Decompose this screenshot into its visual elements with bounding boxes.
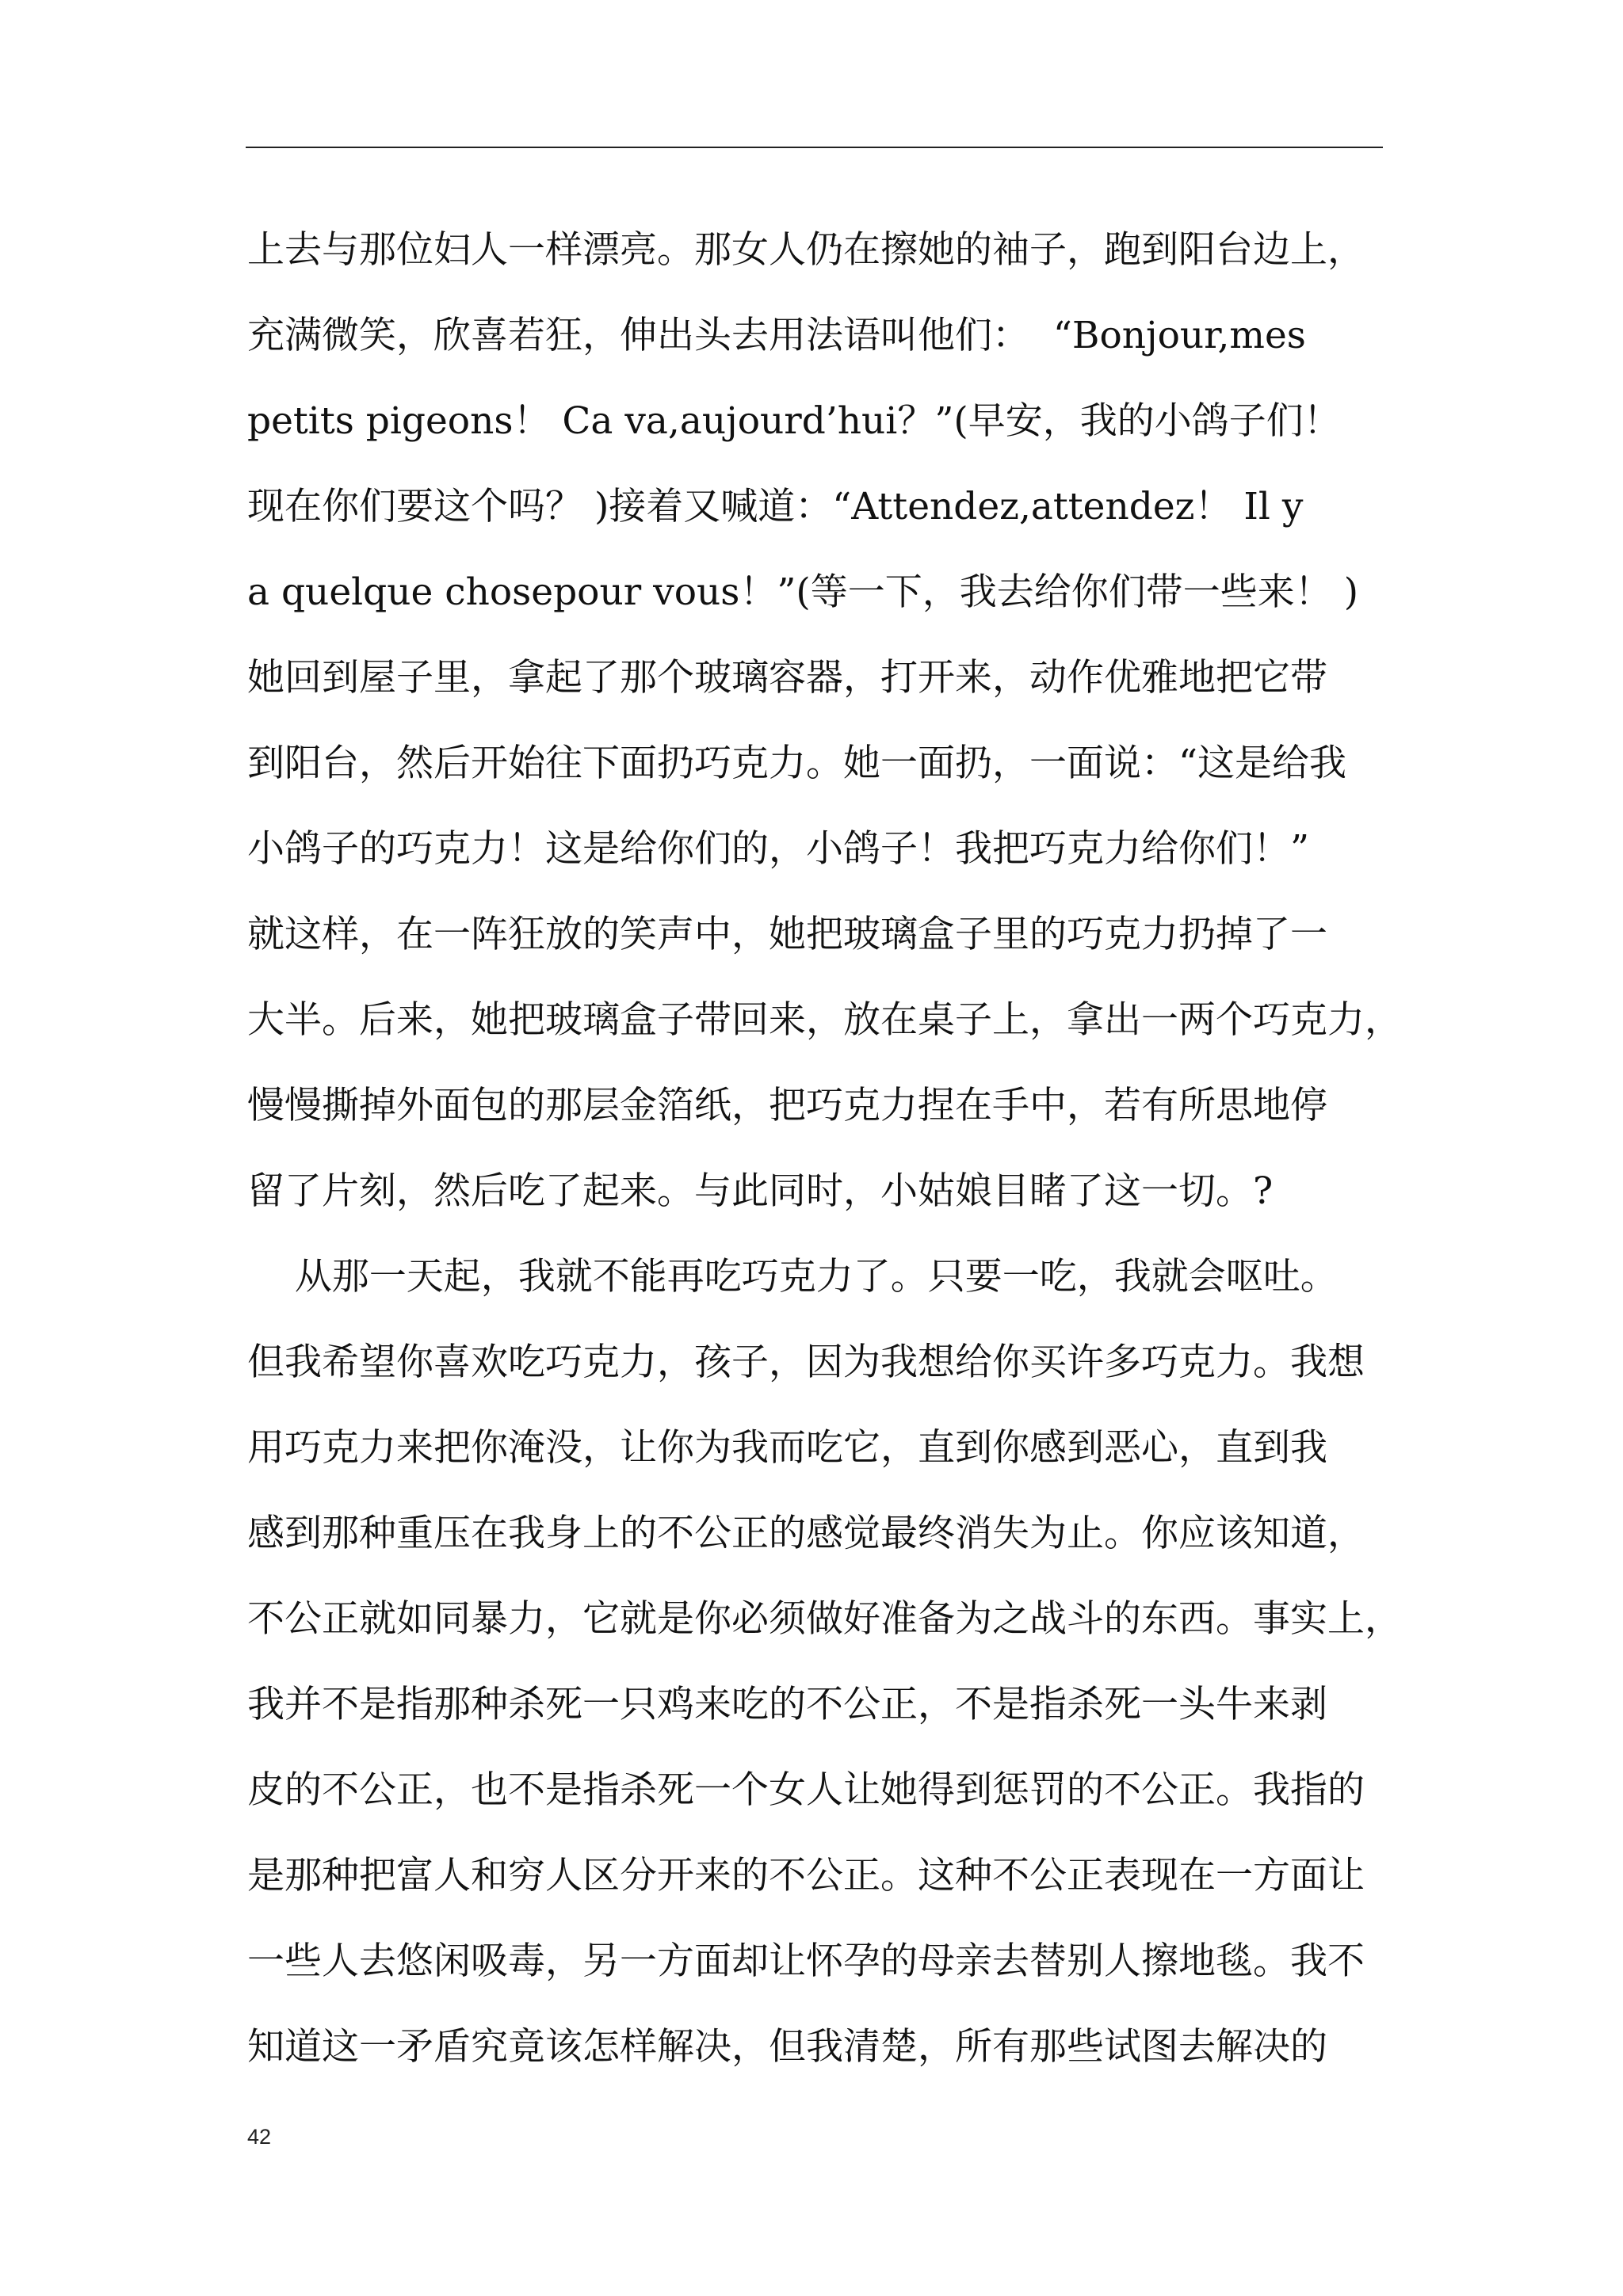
- text-line: 到阳台，然后开始往下面扔巧克力。她一面扔，一面说：“这是给我: [247, 742, 1347, 785]
- page-number: 42: [247, 2125, 272, 2149]
- text-line: 现在你们要这个吗？ )接着又喊道：“Attendez,attendez！ Il y: [247, 485, 1304, 528]
- text-line: 皮的不公正，也不是指杀死一个女人让她得到惩罚的不公正。我指的: [247, 1768, 1365, 1812]
- text-line: 是那种把富人和穷人区分开来的不公正。这种不公正表现在一方面让: [247, 1854, 1365, 1897]
- text-line: a quelque chosepour vous！”(等一下，我去给你们带一些来！ ): [247, 570, 1359, 614]
- text-line: 用巧克力来把你淹没，让你为我而吃它，直到你感到恶心，直到我: [247, 1426, 1327, 1470]
- text-line: 大半。后来，她把玻璃盒子带回来，放在桌子上，拿出一两个巧克力，: [247, 998, 1402, 1042]
- text-line: 充满微笑，欣喜若狂，伸出头去用法语叫他们： “Bonjour,mes: [247, 314, 1306, 357]
- text-line: 就这样，在一阵狂放的笑声中，她把玻璃盒子里的巧克力扔掉了一: [247, 913, 1327, 956]
- text-line: 慢慢撕掉外面包的那层金箔纸，把巧克力捏在手中，若有所思地停: [247, 1084, 1327, 1127]
- text-line: 感到那种重压在我身上的不公正的感觉最终消失为止。你应该知道，: [247, 1512, 1365, 1555]
- text-line: 留了片刻，然后吃了起来。与此同时，小姑娘目睹了这一切。?: [247, 1169, 1274, 1213]
- header-rule: [246, 147, 1383, 148]
- text-line: 从那一天起，我就不能再吃巧克力了。只要一吃，我就会呕吐。: [247, 1255, 1338, 1299]
- text-line: 上去与那位妇人一样漂亮。那女人仍在擦她的袖子，跑到阳台边上，: [247, 228, 1365, 272]
- text-line: petits pigeons！ Ca va,aujourd’hui？”(早安，我的小鸽子们！: [247, 399, 1341, 443]
- text-line: 我并不是指那种杀死一只鸡来吃的不公正，不是指杀死一头牛来剥: [247, 1683, 1327, 1726]
- text-line: 小鸽子的巧克力！这是给你们的，小鸽子！我把巧克力给你们！”: [247, 827, 1310, 871]
- text-line: 一些人去悠闲吸毒，另一方面却让怀孕的母亲去替别人擦地毯。我不: [247, 1939, 1365, 1983]
- text-line: 知道这一矛盾究竟该怎样解决，但我清楚，所有那些试图去解决的: [247, 2025, 1327, 2069]
- text-line: 她回到屋子里，拿起了那个玻璃容器，打开来，动作优雅地把它带: [247, 656, 1327, 700]
- text-line: 但我希望你喜欢吃巧克力，孩子，因为我想给你买许多巧克力。我想: [247, 1341, 1365, 1384]
- text-line: 不公正就如同暴力，它就是你必须做好准备为之战斗的东西。事实上，: [247, 1597, 1402, 1641]
